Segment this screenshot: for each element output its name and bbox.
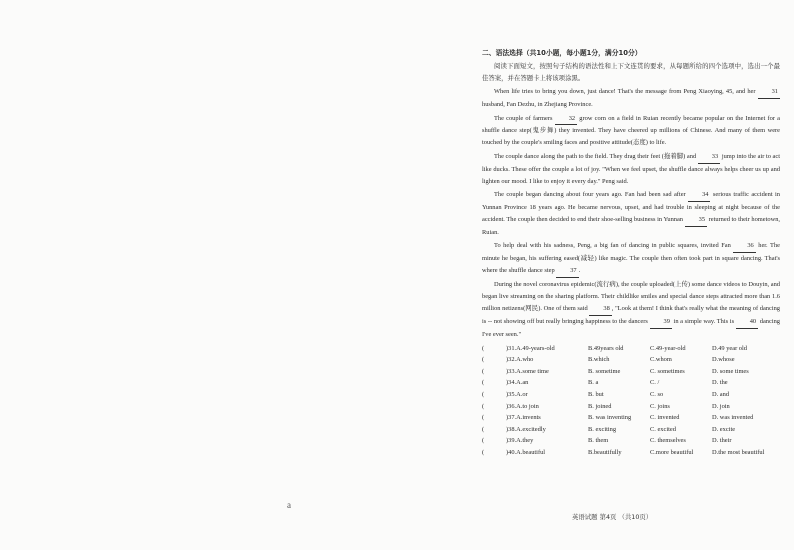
option-a-text: A.to join [516, 402, 539, 410]
option-d: D.whose [712, 356, 735, 364]
section-instruction: 阅读下面短文，按照句子结构的语法性和上下文连贯的要求，从每题所给的四个选项中，选出一个最佳答案，并在答题卡上将该项涂黑。 [482, 62, 780, 82]
option-c: C. invented [650, 414, 680, 422]
option-paren: ( [482, 367, 485, 375]
option-row [482, 366, 780, 378]
question-number: )39. [506, 437, 517, 445]
option-a [506, 412, 588, 424]
passage-text: in a simple way. This is [671, 318, 736, 326]
passage-text: . [578, 266, 581, 274]
option-a [506, 447, 588, 459]
question-number: )37. [506, 414, 517, 422]
option-row [482, 447, 780, 459]
option-a-text: A.or [516, 391, 528, 399]
question-number: )34. [506, 379, 517, 387]
passage-paragraph [482, 189, 780, 239]
option-c: C. sometimes [650, 367, 685, 375]
page-mark: a [287, 500, 291, 510]
question-number: )38. [506, 425, 517, 433]
option-paren: ( [482, 344, 485, 352]
option-row [482, 343, 780, 355]
option-a [506, 389, 588, 401]
option-paren: ( [482, 391, 485, 399]
option-a-text: A.excitedly [516, 425, 546, 433]
option-a-text: A.some time [516, 367, 549, 375]
option-a-text: A.invents [516, 414, 541, 422]
option-a [506, 343, 588, 355]
question-number: )35. [506, 391, 517, 399]
option-row [482, 401, 780, 413]
passage [482, 86, 780, 341]
passage-text: To help deal with his sadness, Peng, a big fan of dancing in public squares, invited Fan [494, 242, 734, 250]
option-paren: ( [482, 356, 485, 364]
option-a [506, 401, 588, 413]
option-d: D. was invented [712, 414, 754, 422]
option-paren: ( [482, 449, 485, 457]
answer-blank: 39 [650, 316, 672, 329]
option-d: D. their [712, 437, 732, 445]
option-d: D. and [712, 391, 730, 399]
option-paren: ( [482, 425, 485, 433]
option-d: D. excite [712, 425, 736, 433]
passage-text: her. The minute he began, his suffering eased(减轻) like magic. The couple then often took part in square dancing. That's where the shuffle dance step [482, 242, 780, 274]
option-d: D.the most beautiful [712, 449, 765, 457]
answer-blank: 40 [736, 316, 758, 329]
passage-text: jump into the air to act like ducks. These offer the couple a lot of joy. "When we feel upset, the shuffle dance always helps cheer us up and lighten our mood. I like to enjoy it every day." Peng said. [482, 152, 780, 185]
option-c: C.whom [650, 356, 672, 364]
passage-text: When life tries to bring you down, just dance! That's the message from Peng Xiaoying, 45, and her [494, 88, 758, 96]
option-b: B. joined [588, 402, 612, 410]
option-a-text: A.49-years-old [516, 344, 555, 352]
question-number: )33. [506, 367, 517, 375]
option-row [482, 354, 780, 366]
answer-blank: 34 [688, 189, 710, 202]
options-list [482, 343, 780, 459]
grammar-section [482, 48, 780, 459]
option-row [482, 378, 780, 390]
question-number: )32. [506, 356, 517, 364]
option-a [506, 435, 588, 447]
option-row [482, 412, 780, 424]
option-paren: ( [482, 402, 485, 410]
option-a-text: A.an [516, 379, 529, 387]
answer-blank: 31 [758, 86, 780, 99]
question-number: )31. [506, 344, 517, 352]
option-c: C. joins [650, 402, 670, 410]
option-a [506, 377, 588, 389]
option-c: C. so [650, 391, 664, 399]
answer-blank: 38 [589, 303, 611, 316]
option-b: B.which [588, 356, 610, 364]
option-paren: ( [482, 437, 485, 445]
option-b: B. but [588, 391, 604, 399]
option-d: D. some times [712, 367, 749, 375]
option-b: B.beautifully [588, 449, 622, 457]
question-number: )36. [506, 402, 517, 410]
option-a-text: A.beautiful [516, 449, 546, 457]
option-paren: ( [482, 414, 485, 422]
question-number: )40. [506, 449, 517, 457]
passage-paragraph [482, 151, 780, 188]
option-d: D. the [712, 379, 728, 387]
passage-text: serious traffic accident in Yunnan Province 18 years ago. He became nervous, upset, and had trouble in sleeping at night because of the accident. The couple then decided to end their shoe-selling business in Yunnan [482, 190, 780, 223]
option-b: B. a [588, 379, 599, 387]
option-b: B. them [588, 437, 609, 445]
option-a [506, 366, 588, 378]
passage-paragraph [482, 113, 780, 150]
passage-text: grow corn on a field in Ruian recently became popular on the Internet for a shuffle dance step(鬼步舞) they invented. They have cheered up millions of Chinese. And many of them were touched by the couple's smiling faces and positive attitude(态度) to life. [482, 114, 780, 147]
option-row [482, 424, 780, 436]
option-d: D. join [712, 402, 730, 410]
answer-blank: 36 [733, 240, 755, 253]
passage-paragraph [482, 240, 780, 278]
passage-text: husband, Fan Dezhu, in Zhejiang Province. [482, 101, 593, 109]
answer-blank: 32 [555, 113, 577, 126]
option-paren: ( [482, 379, 485, 387]
passage-paragraph [482, 279, 780, 341]
page-footer: 英语试题 第4页 （共10页） [572, 513, 653, 521]
passage-paragraph [482, 86, 780, 111]
option-b: B. sometime [588, 367, 621, 375]
option-b: B. was inventing [588, 414, 632, 422]
answer-blank: 35 [685, 214, 707, 227]
passage-text: dancing I've ever seen." [482, 318, 781, 338]
passage-text: , "Look at them! I think that's really what the meaning of dancing is -- not showing off but really bringing happiness to the dancers [482, 305, 780, 326]
option-a-text: A.who [516, 356, 534, 364]
option-a [506, 354, 588, 366]
passage-text: The couple began dancing about four years ago. Fan had been sad after [494, 190, 689, 198]
option-c: C. / [650, 379, 660, 387]
passage-text: During the novel coronavirus epidemic(流行病), the couple uploaded(上传) some dance videos to Douyin, and began live streaming on the sharing platform. Their childlike smiles and special dance steps attracted more than 1.6 million netizens(网民). One of them said [482, 281, 780, 313]
option-row [482, 389, 780, 401]
option-a-text: A.they [516, 437, 534, 445]
option-b: B.49years old [588, 344, 624, 352]
passage-text: The couple dance along the path to the field. They drag their feet (拖着脚) and [494, 152, 698, 160]
passage-text: returned to their hometown, Ruian. [482, 215, 780, 236]
option-c: C.more beautiful [650, 449, 694, 457]
option-c: C.49-year-old [650, 344, 686, 352]
option-a [506, 424, 588, 436]
option-c: C. excited [650, 425, 676, 433]
answer-blank: 37 [556, 265, 578, 278]
option-d: D.49 year old [712, 344, 747, 352]
option-c: C. themselves [650, 437, 686, 445]
section-heading: 二、语法选择（共10小题，每小题1分，满分10分） [482, 49, 642, 57]
passage-text: The couple of farmers [494, 114, 555, 122]
option-b: B. exciting [588, 425, 617, 433]
answer-blank: 33 [698, 151, 720, 164]
option-row [482, 436, 780, 448]
